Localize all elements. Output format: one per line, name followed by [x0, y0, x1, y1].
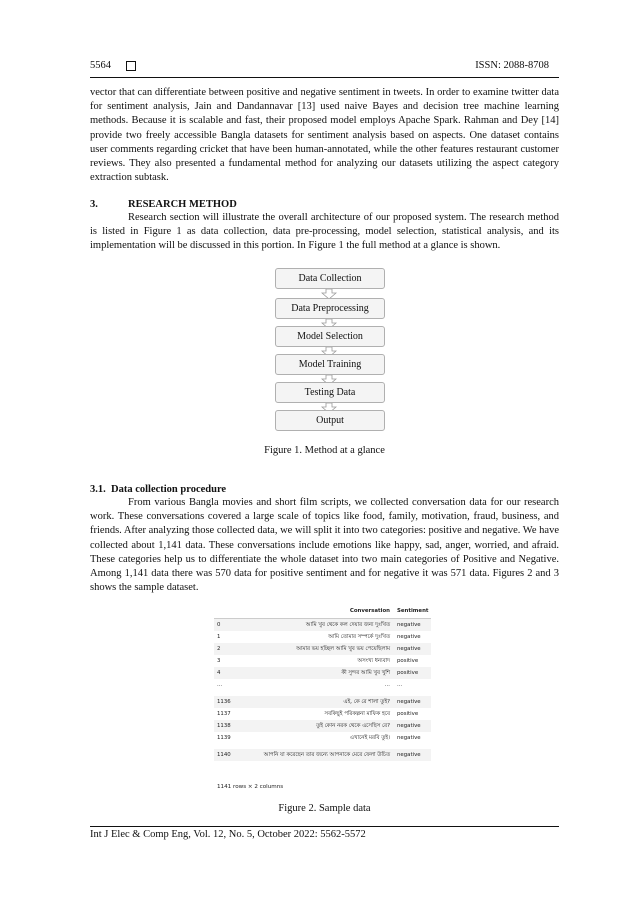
section-title: RESEARCH METHOD [128, 199, 237, 210]
row-sentiment: negative [397, 752, 421, 758]
row-sentiment: negative [397, 646, 421, 652]
header-rule [90, 77, 559, 78]
row-sentiment: positive [397, 670, 419, 676]
row-conversation: কী সুন্দর আমি খুব খুশি [341, 670, 390, 676]
row-index: 1138 [217, 723, 231, 729]
table-row [214, 749, 431, 761]
flow-step-output: Output [275, 410, 385, 431]
row-index: 1137 [217, 711, 231, 717]
table-row [214, 708, 431, 720]
flow-step-data-collection: Data Collection [275, 268, 385, 289]
running-footer: Int J Elec & Comp Eng, Vol. 12, No. 5, October 2022: 5562-5572 [90, 829, 366, 840]
section-3-1-heading [90, 484, 226, 495]
column-header-sentiment: Sentiment [397, 608, 429, 614]
row-index: 1140 [217, 752, 231, 758]
row-sentiment: negative [397, 634, 421, 640]
table-row [214, 720, 431, 732]
row-conversation: আমি তোমার সম্পর্কে দুঃখিত [328, 634, 390, 640]
section-3-paragraph: Research section will illustrate the overall architecture of our proposed system. The research method is listed in Figure 1 as data collection, data pre-processing, model selection, statistical analysis, and its implementation will be discussed in this portion. In Figure 1 the full method at a glance is shown. [90, 212, 559, 252]
row-conversation: আপনি যা করেছেন তার জন্যে আপনাকে মেরে ফেলা উচিত [263, 752, 390, 758]
table-row [214, 655, 431, 667]
row-sentiment: positive [397, 711, 419, 717]
intro-paragraph: vector that can differentiate between positive and negative sentiment in tweets. In order to examine twitter data for sentiment analysis, Jain and Dandannavar [13] used naive Bayes and decision tree machine learning methods. Because it is scalable and fast, their proposed model employs Apache Spark. Rahman and Dey [14] provide two freely accessible Bangla datasets for sentiment analysis based on aspects. One dataset contains user comments regarding cricket that have been human-annotated, while the other features restaurant customer reviews. They also presented a fundamental method for analyzing our datasets utilizing the aspect category extraction subtask. [90, 87, 559, 184]
table-row [214, 631, 431, 643]
row-index: ... [217, 682, 223, 688]
section-3-heading [90, 199, 237, 210]
row-index: 1136 [217, 699, 231, 705]
row-conversation: সবকিছুই পরিকল্পনা মাফিক হবে [324, 711, 390, 717]
row-conversation: আমার ভয় হচ্ছিল আমি খুব ভয় পেয়েছিলাম [296, 646, 390, 652]
row-conversation: এখানেই মরবি তুই। [349, 735, 390, 741]
table-row [214, 667, 431, 679]
row-index: 1 [217, 634, 221, 640]
row-sentiment: negative [397, 699, 421, 705]
table-shape-note: 1141 rows × 2 columns [217, 784, 284, 790]
figure-2-caption: Figure 2. Sample data [278, 803, 371, 814]
column-header-conversation: Conversation [349, 608, 390, 614]
table-row [214, 643, 431, 655]
section-number: 3. [90, 199, 98, 210]
row-conversation: ... [384, 682, 390, 688]
table-row [214, 696, 431, 708]
row-sentiment: negative [397, 622, 421, 628]
row-index: 4 [217, 670, 221, 676]
table-row [214, 679, 431, 691]
figure-1-caption: Figure 1. Method at a glance [264, 445, 385, 456]
row-sentiment: positive [397, 658, 419, 664]
flow-step-data-preprocessing: Data Preprocessing [275, 298, 385, 319]
issn: ISSN: 2088-8708 [475, 60, 549, 71]
row-conversation: তুই কোন নরক থেকে এসেছিস রে? [316, 723, 390, 729]
table-row [214, 732, 431, 744]
row-conversation: অসংখ্য ধন্যবাদ [357, 658, 390, 664]
subsection-title: Data collection procedure [111, 484, 227, 495]
row-sentiment: ... [397, 682, 403, 688]
row-conversation: এই, কে রে শালা তুই? [343, 699, 390, 705]
flow-step-testing-data: Testing Data [275, 382, 385, 403]
square-icon [126, 61, 136, 71]
running-header [90, 60, 549, 78]
flow-step-model-training: Model Training [275, 354, 385, 375]
row-index: 2 [217, 646, 221, 652]
row-index: 1139 [217, 735, 231, 741]
row-conversation: আমি খুব থেকে কল দেয়ার জন্য দুঃখিত [305, 622, 390, 628]
section-3-1-paragraph: From various Bangla movies and short film scripts, we collected conversation data for our research work. These conversations covered a large scale of topics like food, family, motivation, fraud, business, and friends. After analyzing those collected data, we will split it into two categories: positive and negative. We have collected about 1,141 data. These conversations include emotions like happy, sad, anger, worried, and afraid. These categories help us to differentiate the whole dataset into two main categories of Positive and Negative. Among 1,141 data there was 570 data for positive sentiment and for negative it was 571 data. Figures 2 and 3 shows the sample dataset. [90, 497, 559, 594]
row-sentiment: negative [397, 735, 421, 741]
table-row [214, 619, 431, 631]
row-sentiment: negative [397, 723, 421, 729]
row-index: 3 [217, 658, 221, 664]
row-index: 0 [217, 622, 221, 628]
footer-rule [90, 826, 559, 827]
flow-step-model-selection: Model Selection [275, 326, 385, 347]
page-number: 5564 [90, 60, 111, 71]
subsection-number: 3.1. [90, 484, 106, 495]
